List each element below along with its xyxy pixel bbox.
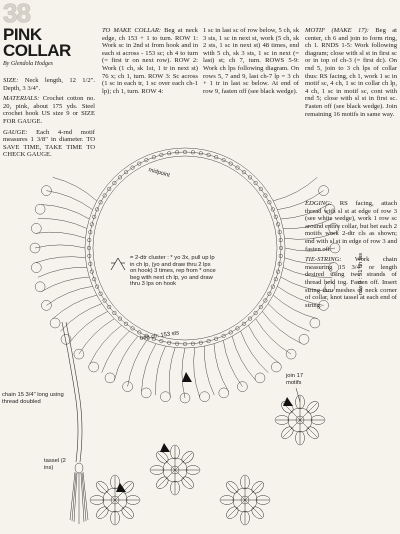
label-join: join 17 motifs — [286, 373, 304, 386]
byline: By Glendola Hodges — [3, 61, 53, 67]
title-line-2: COLLAR — [3, 41, 71, 60]
size-lead: SIZE: — [3, 77, 19, 84]
label-chain: chain 15 3/4" long using thread doubled — [2, 392, 64, 405]
label-beg-ch: beg ch: 153 sts — [139, 330, 180, 342]
gauge-text: Each 4-rnd motif measures 1 3/8" in diameter. TO SAVE TIME, TAKE TIME TO CHECK GAUGE. — [3, 128, 96, 159]
label-tassel: tassel (2 ins) — [44, 458, 66, 471]
label-midpoint: midpoint — [147, 167, 171, 179]
rows-paragraph: 1 sc in last sc of row below, 5 ch, sk 3 sts, 1 sc in next st, work (5 ch, sk 2 sts, 1 sc in next st) 48 times, end with 5 ch, sk 3 sts, 1 sc in next (= last) st; ch 7, turn. ROWS 5-9: Work ch lps following diagram. On rows 5, 7 and 9, last ch-7 lp = 3 ch + 1 tr in last sc below. At end of row 9, fasten off (see black wedge). — [203, 27, 299, 95]
tassel-icon — [70, 463, 88, 524]
tiestring-text: Work chain measuring 15 3/4" or length desired using two strands of thread held tog. Fasten off. Insert string thru meshes of neck corner of collar, knot tassel at each end of string. — [305, 256, 397, 309]
wedge-markers — [116, 372, 293, 492]
label-cluster-legend: = 2-dtr cluster : * yo 3x, pull up lp in ch lp, (yo and draw thru 2 lps on hook) 3 times, rep from * once beg with next ch lp, yo and draw thru 3 lps on hook — [130, 255, 216, 288]
gauge-lead: GAUGE: — [3, 128, 28, 136]
title-line-1: PINK — [3, 25, 42, 44]
motif-flowers — [90, 395, 325, 525]
to-make-lead: TO MAKE COLLAR: — [102, 27, 162, 34]
edging-text: RS facing, attach thread with sl st at edge of row 3 (see white wedge), work 1 row sc around entire collar, but bet each 2 motifs work 2-dtr cls as shown; end with sl st in edge of row 3 and fasten off. — [305, 200, 397, 253]
materials-text: Crochet cotton no. 20, pink, about 175 yds. Steel crochet hook US size 9 or SIZE FOR GAUGE. — [3, 95, 95, 125]
materials-lead: MATERIALS: — [3, 95, 40, 103]
label-row9: row 9 : 51 ch lps — [358, 252, 364, 295]
motif-text: Beg at center, ch 6 and join to form ring, ch 1. RNDS 1-5: Work following diagram; close with sl st in first sc or in top of ch-3 (= first dc). On rnd 5, join to 3 ch lps of collar thus: RS facing, ch 1, work 1 sc in motif sc, 4 ch, 1 sc in collar ch lp, 4 ch, 1 sc in motif sc, cont with rnd 5; close with sl st in first sc. Fasten off (see black wedge). Join remaining 16 motifs in same way. — [305, 27, 397, 118]
size-text: Neck length, 12 1/2". Depth, 3 3/4". — [3, 77, 95, 92]
tiestring-lead: TIE-STRING: — [305, 256, 342, 264]
cluster-legend-icon — [111, 258, 125, 270]
motif-lead: MOTIF (MAKE 17): — [305, 27, 369, 34]
to-make-text: Beg at neck edge, ch 153 + 1 to turn. ROW 1: Work sc in 2nd st from hook and in each st across - 153 sc; ch 4 to turn (= first tr on next row). ROW 2: Work (1 ch, sk 1st, 1 tr in next st) 76 x; ch 1, turn. ROW 3: Sc across (1 sc in each tr, 1 sc over each ch-1 lp); ch 1, turn. ROW 4: — [102, 27, 198, 95]
page-number: 38 — [3, 0, 30, 28]
edging-lead: EDGING: — [305, 200, 333, 207]
